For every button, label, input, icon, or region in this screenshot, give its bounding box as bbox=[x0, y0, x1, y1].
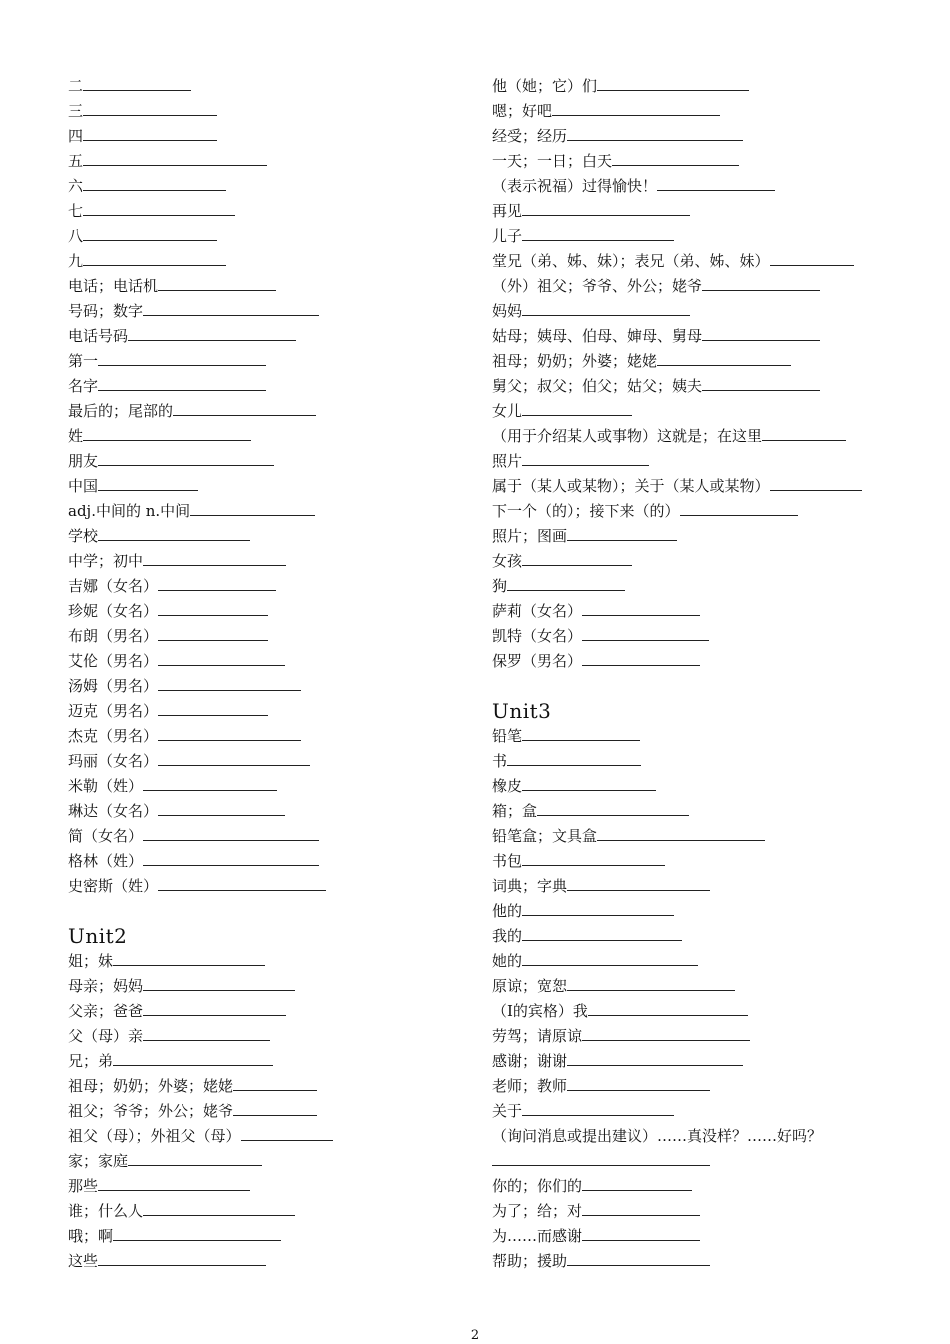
vocab-label: adj.中间的 n.中间 bbox=[68, 502, 191, 520]
vocab-line bbox=[68, 299, 458, 324]
vocab-label: 二 bbox=[68, 77, 84, 95]
answer-blank[interactable] bbox=[173, 399, 316, 416]
vocab-label: 布朗（男名） bbox=[68, 627, 159, 645]
answer-blank[interactable] bbox=[588, 999, 748, 1016]
vocab-line bbox=[68, 1074, 458, 1099]
answer-blank[interactable] bbox=[83, 74, 191, 91]
vocab-line bbox=[68, 449, 458, 474]
vocab-line bbox=[492, 574, 912, 599]
answer-blank[interactable] bbox=[241, 1124, 333, 1141]
vocab-line bbox=[492, 1224, 912, 1249]
answer-blank[interactable] bbox=[582, 599, 700, 616]
answer-blank[interactable] bbox=[492, 1149, 710, 1166]
vocab-line bbox=[492, 649, 912, 674]
answer-blank[interactable] bbox=[143, 849, 319, 866]
vocab-line bbox=[68, 424, 458, 449]
vocab-line bbox=[492, 499, 912, 524]
vocab-label: 下一个（的）；接下来（的） bbox=[492, 502, 680, 520]
vocab-line bbox=[68, 849, 458, 874]
vocab-label: 保罗（男名） bbox=[492, 652, 583, 670]
vocab-label: 凯特（女名） bbox=[492, 627, 583, 645]
answer-blank[interactable] bbox=[702, 324, 820, 341]
vocab-label: 中学；初中 bbox=[68, 552, 144, 570]
vocab-line bbox=[68, 1249, 458, 1274]
answer-blank[interactable] bbox=[582, 1174, 692, 1191]
answer-blank[interactable] bbox=[98, 1249, 266, 1266]
unit2-vocab-list bbox=[68, 949, 458, 1274]
answer-blank[interactable] bbox=[158, 274, 276, 291]
answer-blank[interactable] bbox=[702, 374, 820, 391]
vocab-line bbox=[492, 1199, 912, 1224]
answer-blank[interactable] bbox=[83, 174, 226, 191]
answer-blank[interactable] bbox=[567, 524, 677, 541]
vocab-line bbox=[492, 1149, 912, 1174]
answer-blank[interactable] bbox=[143, 1199, 295, 1216]
vocab-line bbox=[492, 524, 912, 549]
vocab-label: 关于 bbox=[492, 1102, 523, 1120]
answer-blank[interactable] bbox=[522, 199, 690, 216]
answer-blank[interactable] bbox=[567, 1074, 710, 1091]
vocab-label: 属于（某人或某物）；关于（某人或某物） bbox=[492, 477, 770, 495]
vocab-label: 铅笔 bbox=[492, 727, 523, 745]
answer-blank[interactable] bbox=[83, 199, 235, 216]
answer-blank[interactable] bbox=[158, 724, 301, 741]
vocab-line bbox=[492, 799, 912, 824]
answer-blank[interactable] bbox=[113, 949, 265, 966]
vocab-label: 嗯；好吧 bbox=[492, 102, 553, 120]
answer-blank[interactable] bbox=[143, 774, 277, 791]
answer-blank[interactable] bbox=[567, 874, 710, 891]
vocab-label: 经受；经历 bbox=[492, 127, 568, 145]
answer-blank[interactable] bbox=[128, 324, 296, 341]
answer-blank[interactable] bbox=[158, 574, 276, 591]
answer-blank[interactable] bbox=[770, 474, 862, 491]
vocab-line bbox=[492, 1049, 912, 1074]
vocab-line bbox=[68, 974, 458, 999]
vocab-line bbox=[492, 274, 912, 299]
vocab-label: 一天；一日；白天 bbox=[492, 152, 613, 170]
right-vocab-list bbox=[492, 74, 912, 674]
vocab-line bbox=[68, 799, 458, 824]
vocab-label: 祖父；爷爷；外公；姥爷 bbox=[68, 1102, 234, 1120]
vocab-label: 母亲；妈妈 bbox=[68, 977, 144, 995]
vocab-line bbox=[68, 399, 458, 424]
answer-blank[interactable] bbox=[158, 699, 268, 716]
answer-blank[interactable] bbox=[233, 1099, 317, 1116]
answer-blank[interactable] bbox=[83, 124, 217, 141]
vocab-label: 吉娜（女名） bbox=[68, 577, 159, 595]
vocab-line bbox=[492, 1099, 912, 1124]
vocab-label: 姐；妹 bbox=[68, 952, 114, 970]
right-column bbox=[492, 74, 912, 1274]
vocab-label: 杰克（男名） bbox=[68, 727, 159, 745]
answer-blank[interactable] bbox=[83, 99, 217, 116]
answer-blank[interactable] bbox=[582, 1024, 750, 1041]
vocab-line bbox=[68, 374, 458, 399]
vocab-label: 女孩 bbox=[492, 552, 523, 570]
left-column bbox=[68, 74, 458, 1274]
answer-blank[interactable] bbox=[522, 849, 665, 866]
vocab-label: 三 bbox=[68, 102, 84, 120]
vocab-label: 我的 bbox=[492, 927, 523, 945]
vocab-line bbox=[68, 949, 458, 974]
answer-blank[interactable] bbox=[98, 349, 266, 366]
vocab-label: 儿子 bbox=[492, 227, 523, 245]
vocab-label: 六 bbox=[68, 177, 84, 195]
vocab-line bbox=[492, 974, 912, 999]
vocab-label: 玛丽（女名） bbox=[68, 752, 159, 770]
answer-blank[interactable] bbox=[158, 799, 285, 816]
vocab-label: 他的 bbox=[492, 902, 523, 920]
vocab-line bbox=[492, 399, 912, 424]
page-number: 2 bbox=[470, 1328, 480, 1343]
answer-blank[interactable] bbox=[582, 649, 700, 666]
vocab-line bbox=[492, 824, 912, 849]
answer-blank[interactable] bbox=[98, 449, 274, 466]
vocab-label: 姓 bbox=[68, 427, 84, 445]
answer-blank[interactable] bbox=[597, 824, 765, 841]
vocab-label: 朋友 bbox=[68, 452, 99, 470]
answer-blank[interactable] bbox=[770, 249, 854, 266]
vocab-line bbox=[492, 774, 912, 799]
vocab-line bbox=[68, 824, 458, 849]
vocab-line bbox=[492, 99, 912, 124]
vocab-line bbox=[68, 99, 458, 124]
answer-blank[interactable] bbox=[143, 299, 319, 316]
vocab-line bbox=[68, 599, 458, 624]
answer-blank[interactable] bbox=[143, 974, 295, 991]
vocab-line bbox=[68, 1124, 458, 1149]
vocab-line bbox=[492, 474, 912, 499]
vocab-line bbox=[68, 499, 458, 524]
vocab-line bbox=[492, 124, 912, 149]
vocab-label: 祖父（母）；外祖父（母） bbox=[68, 1127, 241, 1145]
vocab-label: 哦；啊 bbox=[68, 1227, 114, 1245]
answer-blank[interactable] bbox=[567, 1249, 710, 1266]
vocab-label: 九 bbox=[68, 252, 84, 270]
vocab-line bbox=[492, 599, 912, 624]
answer-blank[interactable] bbox=[83, 224, 217, 241]
vocab-line bbox=[68, 249, 458, 274]
answer-blank[interactable] bbox=[98, 1174, 250, 1191]
vocab-line bbox=[492, 1124, 912, 1149]
vocab-label: 铅笔盒；文具盒 bbox=[492, 827, 598, 845]
answer-blank[interactable] bbox=[522, 449, 649, 466]
vocab-label: 电话；电话机 bbox=[68, 277, 159, 295]
vocab-line bbox=[68, 1199, 458, 1224]
vocab-line bbox=[68, 524, 458, 549]
answer-blank[interactable] bbox=[522, 924, 682, 941]
answer-blank[interactable] bbox=[582, 624, 709, 641]
answer-blank[interactable] bbox=[83, 249, 226, 266]
answer-blank[interactable] bbox=[128, 1149, 262, 1166]
vocab-line bbox=[492, 874, 912, 899]
vocab-label: 艾伦（男名） bbox=[68, 652, 159, 670]
vocab-label: 狗 bbox=[492, 577, 508, 595]
vocab-label: 迈克（男名） bbox=[68, 702, 159, 720]
vocab-label: （询问消息或提出建议）……真没样？……好吗？ bbox=[492, 1127, 823, 1145]
vocab-label: 父（母）亲 bbox=[68, 1027, 144, 1045]
answer-blank[interactable] bbox=[522, 949, 698, 966]
answer-blank[interactable] bbox=[762, 424, 846, 441]
vocab-label: 堂兄（弟、姊、妹）；表兄（弟、姊、妹） bbox=[492, 252, 770, 270]
answer-blank[interactable] bbox=[612, 149, 739, 166]
vocab-line bbox=[68, 74, 458, 99]
vocab-label: 史密斯（姓） bbox=[68, 877, 159, 895]
vocab-line bbox=[68, 1099, 458, 1124]
answer-blank[interactable] bbox=[567, 974, 735, 991]
vocab-line bbox=[492, 149, 912, 174]
vocab-label: 家；家庭 bbox=[68, 1152, 129, 1170]
vocab-line bbox=[68, 699, 458, 724]
answer-blank[interactable] bbox=[158, 649, 285, 666]
vocab-label: （表示祝福）过得愉快！ bbox=[492, 177, 658, 195]
vocab-label: 谁；什么人 bbox=[68, 1202, 144, 1220]
vocab-label: 四 bbox=[68, 127, 84, 145]
vocab-label: 萨莉（女名） bbox=[492, 602, 583, 620]
answer-blank[interactable] bbox=[158, 749, 310, 766]
answer-blank[interactable] bbox=[597, 74, 749, 91]
vocab-line bbox=[68, 349, 458, 374]
vocab-line bbox=[68, 674, 458, 699]
vocab-line bbox=[492, 949, 912, 974]
vocab-line bbox=[492, 349, 912, 374]
vocab-line bbox=[492, 1074, 912, 1099]
vocab-line bbox=[492, 924, 912, 949]
vocab-line bbox=[68, 749, 458, 774]
answer-blank[interactable] bbox=[657, 174, 775, 191]
answer-blank[interactable] bbox=[702, 274, 820, 291]
vocab-label: 第一 bbox=[68, 352, 99, 370]
vocab-label: 橡皮 bbox=[492, 777, 523, 795]
vocab-line bbox=[492, 749, 912, 774]
unit2-heading: Unit2 bbox=[68, 924, 128, 948]
vocab-line bbox=[492, 1024, 912, 1049]
vocab-line bbox=[492, 324, 912, 349]
vocab-line bbox=[68, 224, 458, 249]
vocab-label: 书 bbox=[492, 752, 508, 770]
answer-blank[interactable] bbox=[158, 624, 268, 641]
vocab-label: 女儿 bbox=[492, 402, 523, 420]
vocab-line bbox=[68, 624, 458, 649]
vocab-label: 五 bbox=[68, 152, 84, 170]
answer-blank[interactable] bbox=[158, 874, 326, 891]
vocab-label: （外）祖父；爷爷、外公；姥爷 bbox=[492, 277, 703, 295]
vocab-line bbox=[68, 1224, 458, 1249]
vocab-label: 这些 bbox=[68, 1252, 99, 1270]
vocab-line bbox=[492, 724, 912, 749]
answer-blank[interactable] bbox=[522, 724, 640, 741]
answer-blank[interactable] bbox=[567, 124, 743, 141]
answer-blank[interactable] bbox=[522, 1099, 674, 1116]
vocab-label: 格林（姓） bbox=[68, 852, 144, 870]
vocab-line bbox=[68, 199, 458, 224]
vocab-line bbox=[492, 1249, 912, 1274]
answer-blank[interactable] bbox=[582, 1199, 700, 1216]
vocab-label: 简（女名） bbox=[68, 827, 144, 845]
answer-blank[interactable] bbox=[537, 799, 689, 816]
answer-blank[interactable] bbox=[158, 599, 268, 616]
vocab-line bbox=[68, 324, 458, 349]
answer-blank[interactable] bbox=[522, 224, 674, 241]
vocab-line bbox=[492, 549, 912, 574]
vocab-line bbox=[492, 849, 912, 874]
answer-blank[interactable] bbox=[507, 574, 625, 591]
vocab-label: 最后的；尾部的 bbox=[68, 402, 174, 420]
answer-blank[interactable] bbox=[522, 899, 674, 916]
vocab-label: 再见 bbox=[492, 202, 523, 220]
vocab-line bbox=[68, 274, 458, 299]
answer-blank[interactable] bbox=[143, 824, 319, 841]
answer-blank[interactable] bbox=[657, 349, 791, 366]
vocab-label: 老师；教师 bbox=[492, 1077, 568, 1095]
answer-blank[interactable] bbox=[522, 774, 656, 791]
vocab-label: 舅父；叔父；伯父；姑父；姨夫 bbox=[492, 377, 703, 395]
vocab-line bbox=[492, 299, 912, 324]
answer-blank[interactable] bbox=[143, 999, 286, 1016]
vocab-label: 箱；盒 bbox=[492, 802, 538, 820]
answer-blank[interactable] bbox=[190, 499, 315, 516]
vocab-label: 名字 bbox=[68, 377, 99, 395]
vocab-label: 感谢；谢谢 bbox=[492, 1052, 568, 1070]
vocab-label: 劳驾；请原谅 bbox=[492, 1027, 583, 1045]
answer-blank[interactable] bbox=[98, 474, 198, 491]
vocab-line bbox=[68, 174, 458, 199]
vocab-label: 他（她；它）们 bbox=[492, 77, 598, 95]
answer-blank[interactable] bbox=[143, 549, 286, 566]
vocab-line bbox=[68, 1174, 458, 1199]
vocab-label: 原谅；宽恕 bbox=[492, 977, 568, 995]
answer-blank[interactable] bbox=[507, 749, 641, 766]
answer-blank[interactable] bbox=[83, 424, 251, 441]
vocab-label: （I的宾格）我 bbox=[492, 1002, 588, 1020]
vocab-line bbox=[492, 224, 912, 249]
vocab-line bbox=[68, 1049, 458, 1074]
vocab-line bbox=[492, 1174, 912, 1199]
answer-blank[interactable] bbox=[582, 1224, 700, 1241]
vocab-label: 父亲；爸爸 bbox=[68, 1002, 144, 1020]
answer-blank[interactable] bbox=[567, 1049, 743, 1066]
answer-blank[interactable] bbox=[113, 1049, 273, 1066]
vocab-label: 为了；给；对 bbox=[492, 1202, 583, 1220]
vocab-label: 帮助；援助 bbox=[492, 1252, 568, 1270]
vocab-label: 中国 bbox=[68, 477, 99, 495]
answer-blank[interactable] bbox=[522, 299, 690, 316]
vocab-line bbox=[68, 649, 458, 674]
vocab-label: 书包 bbox=[492, 852, 523, 870]
vocab-label: 照片；图画 bbox=[492, 527, 568, 545]
unit3-vocab-list bbox=[492, 724, 912, 1274]
answer-blank[interactable] bbox=[158, 674, 301, 691]
answer-blank[interactable] bbox=[680, 499, 798, 516]
vocab-line bbox=[492, 424, 912, 449]
left-vocab-list bbox=[68, 74, 458, 899]
vocab-line bbox=[68, 574, 458, 599]
vocab-label: 那些 bbox=[68, 1177, 99, 1195]
vocab-label: 祖母；奶奶；外婆；姥姥 bbox=[68, 1077, 234, 1095]
vocab-line bbox=[492, 174, 912, 199]
vocab-label: 学校 bbox=[68, 527, 99, 545]
vocab-label: 汤姆（男名） bbox=[68, 677, 159, 695]
vocab-line bbox=[492, 449, 912, 474]
vocab-line bbox=[68, 549, 458, 574]
vocab-label: 珍妮（女名） bbox=[68, 602, 159, 620]
vocab-label: 兄；弟 bbox=[68, 1052, 114, 1070]
vocab-line bbox=[68, 474, 458, 499]
vocab-line bbox=[492, 899, 912, 924]
answer-blank[interactable] bbox=[98, 374, 266, 391]
vocab-label: 电话号码 bbox=[68, 327, 129, 345]
vocab-line bbox=[492, 624, 912, 649]
vocab-line bbox=[68, 1149, 458, 1174]
vocab-line bbox=[492, 374, 912, 399]
answer-blank[interactable] bbox=[98, 524, 250, 541]
vocab-label: 你的；你们的 bbox=[492, 1177, 583, 1195]
vocab-label: 为……而感谢 bbox=[492, 1227, 583, 1245]
answer-blank[interactable] bbox=[522, 399, 632, 416]
vocab-line bbox=[68, 724, 458, 749]
answer-blank[interactable] bbox=[143, 1024, 270, 1041]
vocab-line bbox=[68, 149, 458, 174]
vocab-line bbox=[68, 774, 458, 799]
vocab-label: 姑母；姨母、伯母、婶母、舅母 bbox=[492, 327, 703, 345]
vocab-label: 琳达（女名） bbox=[68, 802, 159, 820]
answer-blank[interactable] bbox=[552, 99, 720, 116]
answer-blank[interactable] bbox=[522, 549, 632, 566]
vocab-label: 祖母；奶奶；外婆；姥姥 bbox=[492, 352, 658, 370]
vocab-line bbox=[492, 199, 912, 224]
vocab-line bbox=[68, 1024, 458, 1049]
vocab-label: 七 bbox=[68, 202, 84, 220]
vocab-label: 八 bbox=[68, 227, 84, 245]
vocab-line bbox=[68, 874, 458, 899]
vocab-line bbox=[492, 74, 912, 99]
vocab-label: （用于介绍某人或事物）这就是；在这里 bbox=[492, 427, 763, 445]
vocab-label: 她的 bbox=[492, 952, 523, 970]
answer-blank[interactable] bbox=[113, 1224, 281, 1241]
vocab-label: 照片 bbox=[492, 452, 523, 470]
unit3-heading: Unit3 bbox=[492, 699, 552, 723]
vocab-label: 妈妈 bbox=[492, 302, 523, 320]
answer-blank[interactable] bbox=[83, 149, 267, 166]
vocab-line bbox=[68, 999, 458, 1024]
vocab-line bbox=[492, 249, 912, 274]
vocab-label: 词典；字典 bbox=[492, 877, 568, 895]
answer-blank[interactable] bbox=[233, 1074, 317, 1091]
vocab-line bbox=[492, 999, 912, 1024]
vocab-label: 号码；数字 bbox=[68, 302, 144, 320]
vocab-line bbox=[68, 124, 458, 149]
vocab-label: 米勒（姓） bbox=[68, 777, 144, 795]
